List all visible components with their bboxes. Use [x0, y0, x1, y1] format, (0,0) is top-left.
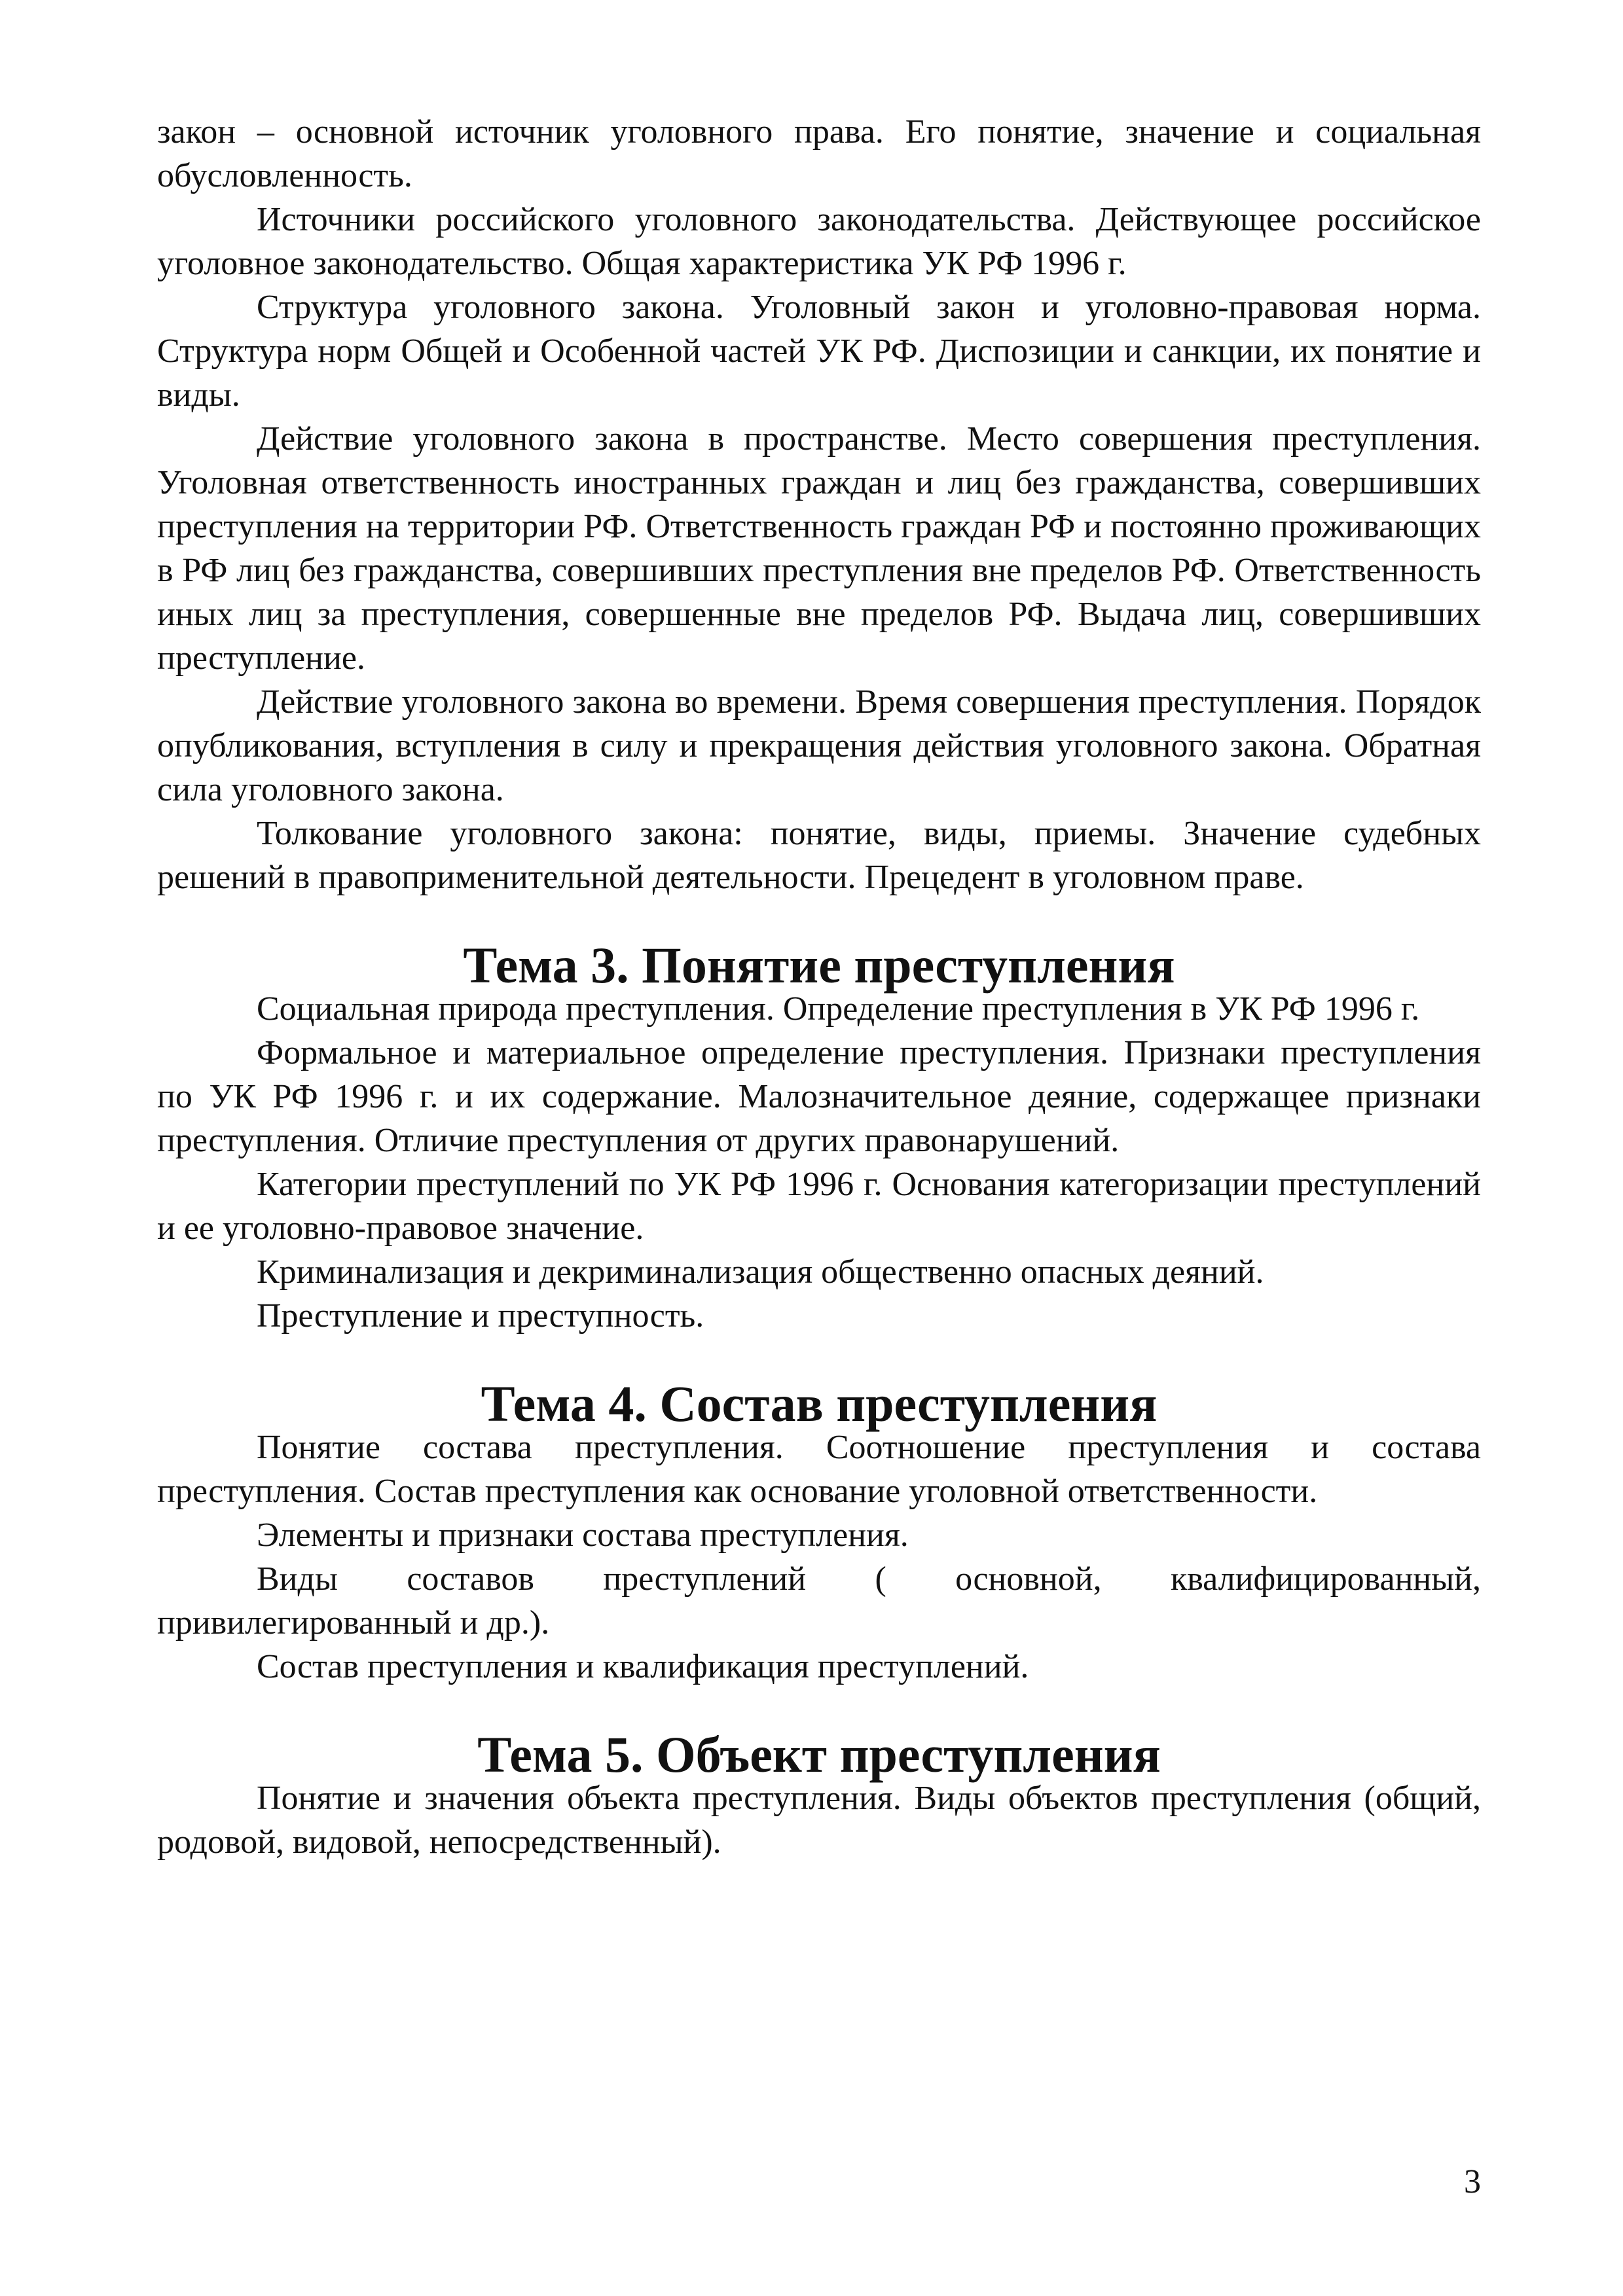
- paragraph: Понятие и значения объекта преступления. Виды объектов преступления (общий, родовой, видовой, непосредственный).: [157, 1780, 1481, 1861]
- paragraph: Понятие состава преступления. Соотношение преступления и состава преступления. Состав преступления как основание уголовной ответственности.: [157, 1429, 1481, 1510]
- paragraph: Категории преступлений по УК РФ 1996 г. Основания категоризации преступлений и ее уголовно-правовое значение.: [157, 1166, 1481, 1247]
- paragraph: Криминализация и декриминализация общественно опасных деяний.: [257, 1253, 1264, 1291]
- paragraph: закон – основной источник уголовного права. Его понятие, значение и социальная обусловленность.: [157, 113, 1481, 194]
- section-heading-topic-4: Тема 4. Состав преступления: [481, 1375, 1158, 1432]
- paragraph: Преступление и преступность.: [257, 1297, 704, 1335]
- paragraph: Виды составов преступлений ( основной, квалифицированный, привилегированный и др.).: [157, 1560, 1481, 1641]
- section-heading-topic-5: Тема 5. Объект преступления: [477, 1726, 1161, 1783]
- paragraph: Толкование уголовного закона: понятие, виды, приемы. Значение судебных решений в правоприменительной деятельности. Прецедент в уголовном праве.: [157, 815, 1481, 896]
- paragraph: Источники российского уголовного законодательства. Действующее российское уголовное законодательство. Общая характеристика УК РФ 1996 г.: [157, 201, 1481, 282]
- page-number: 3: [1464, 2163, 1481, 2200]
- paragraph: Действие уголовного закона во времени. Время совершения преступления. Порядок опубликования, вступления в силу и прекращения действия уголовного закона. Обратная сила уголовного закона.: [157, 683, 1481, 808]
- paragraph: Социальная природа преступления. Определение преступления в УК РФ 1996 г.: [257, 990, 1420, 1028]
- paragraph: Действие уголовного закона в пространстве. Место совершения преступления. Уголовная ответственность иностранных граждан и лиц без гражданства, совершивших преступления на территории РФ. Ответственность граждан РФ и постоянно проживающих в РФ лиц без гражданства, совершивших преступления вне пределов РФ. Ответственность иных лиц за преступления, совершенные вне пределов РФ. Выдача лиц, совершивших преступление.: [157, 420, 1481, 677]
- paragraph: Формальное и материальное определение преступления. Признаки преступления по УК РФ 1996 г. и их содержание. Малозначительное деяние, содержащее признаки преступления. Отличие преступления от других правонарушений.: [157, 1034, 1481, 1159]
- document-page: [157, 110, 1481, 1864]
- paragraph: Состав преступления и квалификация преступлений.: [257, 1648, 1029, 1685]
- paragraph: Структура уголовного закона. Уголовный закон и уголовно-правовая норма. Структура норм Общей и Особенной частей УК РФ. Диспозиции и санкции, их понятие и виды.: [157, 289, 1481, 414]
- paragraph: Элементы и признаки состава преступления.: [257, 1516, 909, 1554]
- section-heading-topic-3: Тема 3. Понятие преступления: [463, 937, 1175, 994]
